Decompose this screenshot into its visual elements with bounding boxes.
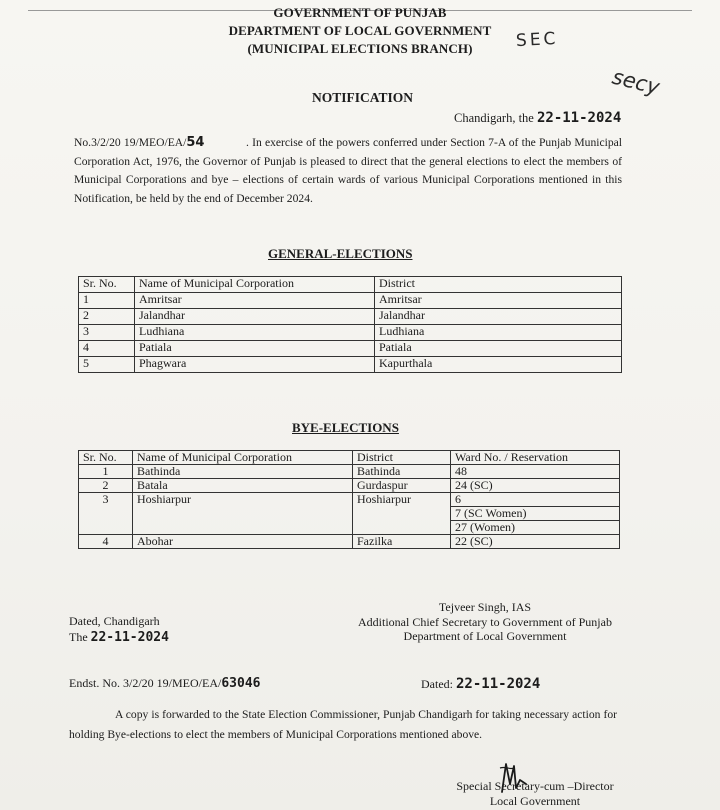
signatory-title: Additional Chief Secretary to Government of Punjab — [358, 614, 612, 629]
endorsement-label: Endst. No. 3/2/20 19/MEO/EA/ — [69, 676, 222, 690]
cell-district: Jalandhar — [375, 309, 622, 325]
header-line-branch: (MUNICIPAL ELECTIONS BRANCH) — [247, 41, 473, 56]
copy-forward-text: A copy is forwarded to the State Election Commissioner, Punjab Chandigarh for taking necessary action for holding Bye-elections to elect the members of Municipal Corporations mentioned above. — [69, 708, 617, 741]
dated-place: Dated, Chandigarh — [69, 614, 160, 628]
column-header: Sr. No. — [79, 277, 135, 293]
column-header: Name of Municipal Corporation — [133, 451, 353, 465]
table-row — [79, 325, 622, 341]
notification-dateline — [454, 110, 621, 126]
signatory-department: Department of Local Government — [403, 629, 567, 643]
handwritten-secy-annotation: secy — [609, 64, 663, 100]
cell-corporation: Hoshiarpur — [133, 493, 353, 535]
notification-body-text: . In exercise of the powers conferred under Section 7-A of the Punjab Municipal Corporation Act, 1976, the Governor of Punjab is pleased to direct that the general elections to elect the members of Municipal Corporations and bye – elections of certain wards of various Municipal Corporations mentioned in this Notification, be held by the end of December 2024. — [74, 136, 623, 205]
table-row — [79, 293, 622, 309]
cell-district: Amritsar — [375, 293, 622, 309]
cell-ward: 22 (SC) — [451, 535, 620, 549]
cell-corporation: Phagwara — [135, 357, 375, 373]
cell-ward: 24 (SC) — [451, 479, 620, 493]
cell-corporation: Ludhiana — [135, 325, 375, 341]
endorsement-number — [69, 676, 260, 691]
cell-sr-no: 3 — [79, 325, 135, 341]
notification-title: NOTIFICATION — [312, 90, 414, 105]
bye-elections-title: BYE-ELECTIONS — [292, 420, 399, 435]
cell-district: Ludhiana — [375, 325, 622, 341]
dated-line — [69, 629, 169, 646]
cell-corporation: Batala — [133, 479, 353, 493]
cell-sr-no: 1 — [79, 293, 135, 309]
table-header-row — [79, 277, 622, 293]
general-elections-table — [78, 276, 622, 373]
column-header: Name of Municipal Corporation — [135, 277, 375, 293]
dated-block — [69, 613, 169, 646]
cell-ward: 48 — [451, 465, 620, 479]
cell-corporation: Patiala — [135, 341, 375, 357]
dateline-place: Chandigarh, the — [454, 111, 534, 125]
column-header: District — [375, 277, 622, 293]
bye-elections-table — [78, 450, 620, 549]
header-line-department: DEPARTMENT OF LOCAL GOVERNMENT — [228, 23, 492, 38]
signatory2-title: Special Secretary-cum –Director — [456, 779, 614, 793]
column-header: Ward No. / Reservation — [451, 451, 620, 465]
cell-corporation: Bathinda — [133, 465, 353, 479]
cell-sr-no: 1 — [79, 465, 133, 479]
cell-ward: 27 (Women) — [451, 521, 620, 535]
table-row — [79, 493, 620, 507]
notification-body — [74, 134, 622, 208]
cell-district: Patiala — [375, 341, 622, 357]
cell-corporation: Amritsar — [135, 293, 375, 309]
endorsement-dated-value: 22-11-2024 — [456, 676, 541, 692]
cell-district: Bathinda — [353, 465, 451, 479]
table-row — [79, 341, 622, 357]
general-elections-title: GENERAL-ELECTIONS — [268, 246, 413, 261]
notification-ref-no-handwritten: 54 — [186, 135, 205, 150]
table-row — [79, 309, 622, 325]
dateline-date: 22-11-2024 — [536, 110, 622, 126]
cell-sr-no: 3 — [79, 493, 133, 535]
handwritten-sec-annotation: SEC — [515, 28, 559, 52]
endorsement-number-handwritten: 63046 — [221, 676, 261, 691]
cell-ward: 6 — [451, 493, 620, 507]
table-row — [79, 357, 622, 373]
header-line-government: GOVERNMENT OF PUNJAB — [273, 5, 447, 20]
column-header: Sr. No. — [79, 451, 133, 465]
table-row — [79, 535, 620, 549]
cell-ward: 7 (SC Women) — [451, 507, 620, 521]
cell-corporation: Jalandhar — [135, 309, 375, 325]
dated-date: 22-11-2024 — [90, 630, 169, 645]
cell-district: Gurdaspur — [353, 479, 451, 493]
signatory2-block — [440, 779, 630, 809]
cell-district: Fazilka — [353, 535, 451, 549]
endorsement-dated-label: Dated: — [421, 677, 453, 691]
cell-sr-no: 4 — [79, 535, 133, 549]
cell-sr-no: 2 — [79, 309, 135, 325]
cell-sr-no: 4 — [79, 341, 135, 357]
signatory-block — [344, 600, 626, 644]
endorsement-date — [421, 676, 540, 692]
table-row — [79, 479, 620, 493]
signatory-name: Tejveer Singh, IAS — [438, 600, 532, 614]
cell-sr-no: 5 — [79, 357, 135, 373]
table-row — [79, 465, 620, 479]
table-header-row — [79, 451, 620, 465]
cell-sr-no: 2 — [79, 479, 133, 493]
cell-district: Hoshiarpur — [353, 493, 451, 535]
cell-corporation: Abohar — [133, 535, 353, 549]
notification-ref-no: No.3/2/20 19/MEO/EA/ — [74, 136, 187, 149]
cell-district: Kapurthala — [375, 357, 622, 373]
column-header: District — [353, 451, 451, 465]
dated-prefix: The — [69, 630, 88, 644]
signatory2-department: Local Government — [489, 794, 581, 808]
